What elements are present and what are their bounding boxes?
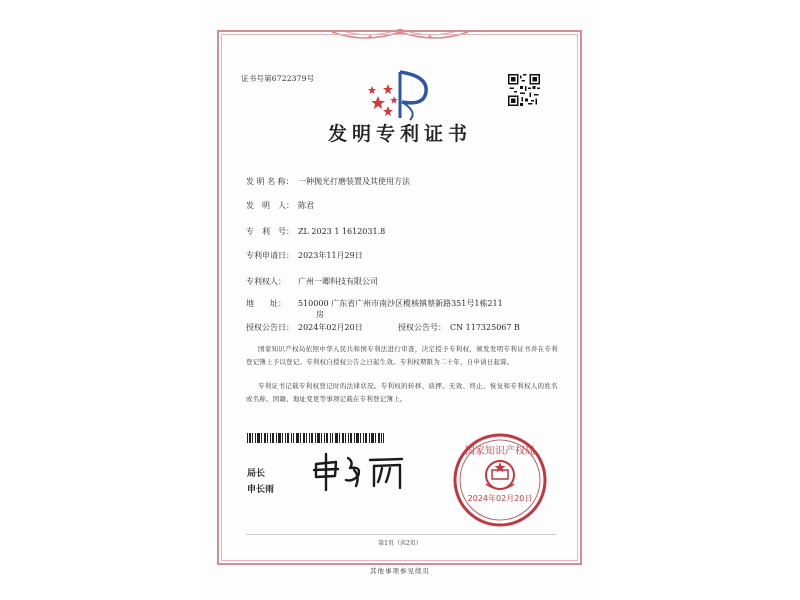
notice-paragraph-1: 国家知识产权局依照中华人民共和国专利法进行审查，决定授予专利权，颁发发明专利证书并在专利登记簿上予以登记。专利权自授权公告之日起生效。专利权期限为二十年，自申请日起算。 xyxy=(246,345,558,366)
field-label: 发 明 人： xyxy=(246,201,294,210)
field-label: 地 址： xyxy=(246,299,286,308)
field-grant-date xyxy=(246,322,363,333)
field-patent-number xyxy=(246,226,385,237)
footer-divider xyxy=(246,534,556,535)
field-value: 广州一卿科技有限公司 xyxy=(298,277,378,286)
field-value: 510000 广东省广州市南沙区榄核镇蔡新路351号1栋211 xyxy=(298,299,503,308)
field-patentee xyxy=(246,276,378,287)
field-value: ZL 2023 1 1612031.8 xyxy=(298,227,386,236)
handwritten-signature xyxy=(310,452,410,494)
field-invention-name xyxy=(246,176,410,187)
page-number: 第1页（共2页） xyxy=(378,540,422,547)
seal-text: 国家知识产权局 xyxy=(465,446,535,457)
field-address-continued: 房 xyxy=(316,310,324,319)
field-grant-number xyxy=(398,322,520,333)
director-title: 局长 xyxy=(247,469,266,479)
field-value: 一种抛光打磨装置及其使用方法 xyxy=(298,177,410,186)
field-label: 授权公告号： xyxy=(398,323,446,332)
certificate-number: 证书号第6722379号 xyxy=(241,74,315,83)
field-inventor xyxy=(246,200,314,211)
official-seal-icon xyxy=(452,432,548,528)
field-label: 发 明 名 称： xyxy=(246,177,294,186)
seal-date: 2024年02月20日 xyxy=(467,494,533,503)
notice-paragraph-2: 专利证书记载专利权登记时的法律状况。专利权的转移、质押、无效、终止、恢复和专利权人的姓名或名称、国籍、地址变更等事项记载在专利登记簿上。 xyxy=(246,382,558,403)
field-value: 2023年11月29日 xyxy=(298,251,363,260)
certificate-title: 发明专利证书 xyxy=(327,123,472,145)
field-label: 授权公告日： xyxy=(246,323,294,332)
director-name: 申长雨 xyxy=(247,485,275,495)
field-address xyxy=(246,298,503,309)
footer-note: 其他事项参见续页 xyxy=(370,567,430,575)
field-value: 2024年02月20日 xyxy=(298,323,363,332)
patent-office-emblem-icon xyxy=(364,66,436,122)
field-label: 专 利 号： xyxy=(246,227,294,236)
qr-code-icon xyxy=(508,74,540,106)
field-label: 专利申请日： xyxy=(246,251,294,260)
field-filing-date xyxy=(246,250,363,261)
field-label: 专利权人： xyxy=(246,277,286,286)
barcode-icon xyxy=(247,433,384,443)
field-value: CN 117325067 B xyxy=(450,323,520,332)
field-value: 陈君 xyxy=(298,201,314,210)
